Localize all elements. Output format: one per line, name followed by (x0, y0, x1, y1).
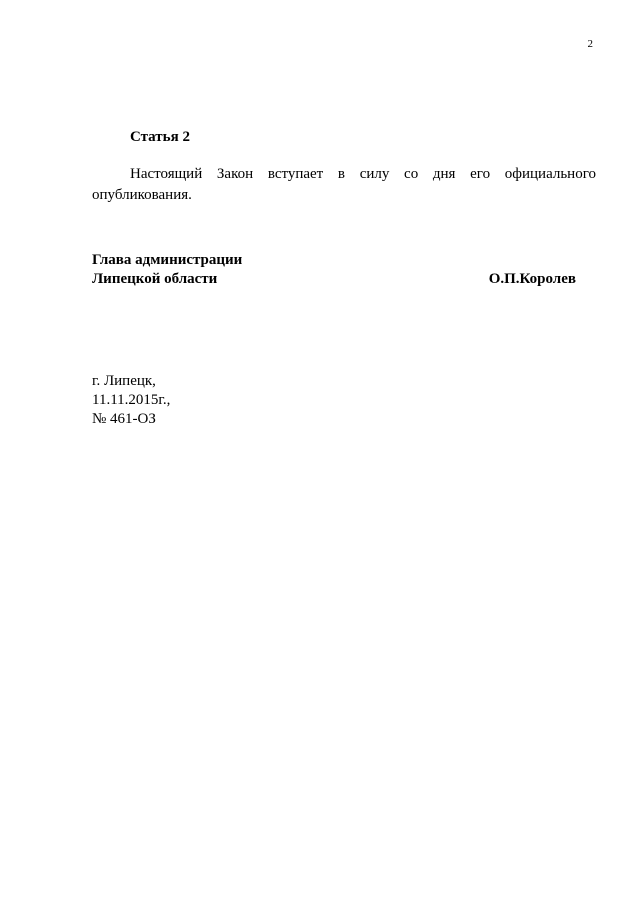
document-footer (92, 372, 170, 429)
signatory-name: О.П.Королев (488, 271, 576, 287)
signatory-position-line-1: Глава администрации (92, 252, 243, 268)
footer-city: г. Липецк, (92, 373, 156, 389)
signature-line (92, 270, 576, 289)
article-heading: Статья 2 (130, 129, 190, 145)
footer-date: 11.11.2015г., (92, 392, 171, 408)
article-text: Настоящий Закон вступает в силу со дня его официального опубликования. (92, 166, 596, 203)
signatory-position-line-2: Липецкой области (92, 271, 218, 287)
signature-block (92, 251, 576, 289)
page-number: 2 (587, 38, 593, 50)
footer-law-number: № 461-ОЗ (92, 411, 156, 427)
